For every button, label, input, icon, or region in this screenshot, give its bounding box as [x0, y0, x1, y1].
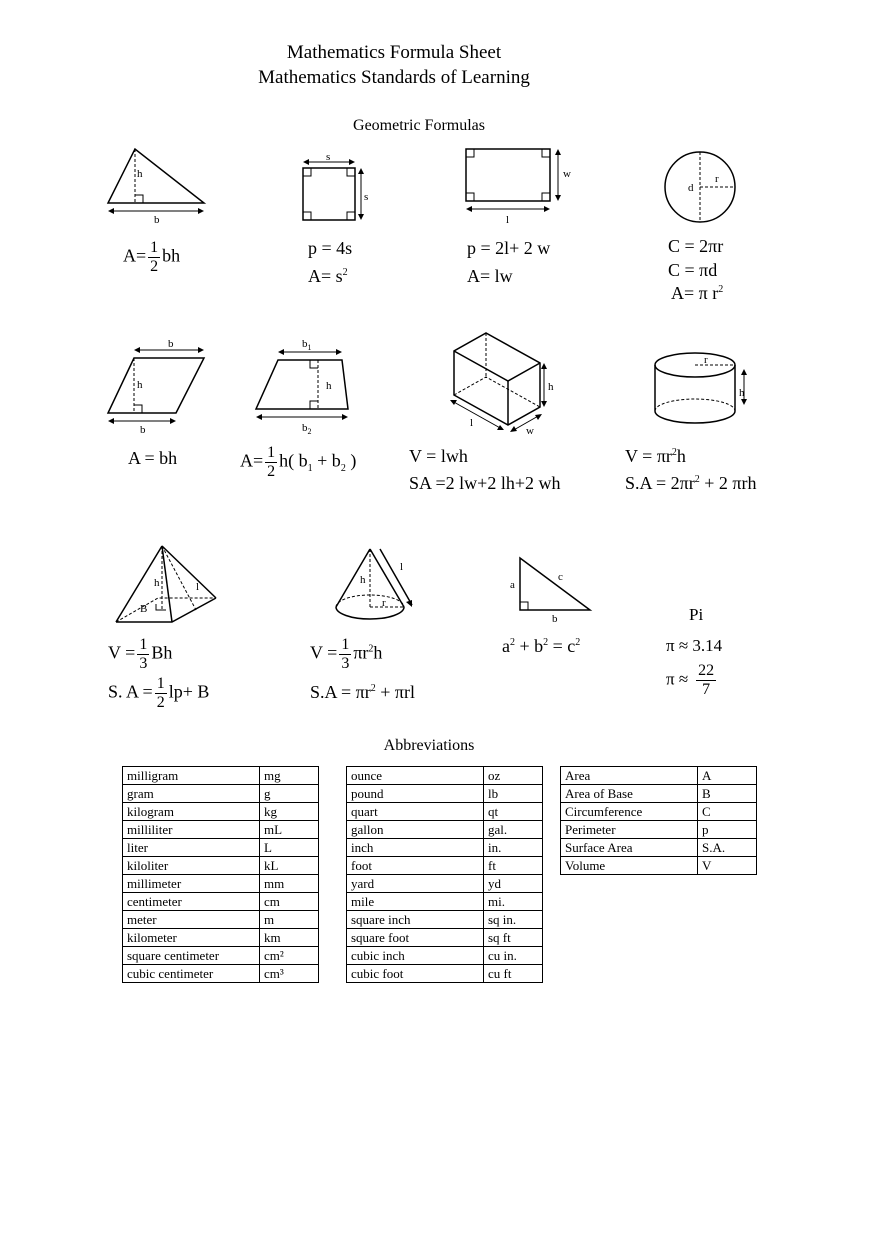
page-title: Mathematics Formula Sheet [286, 42, 502, 63]
abbreviation-cell: cm [260, 893, 319, 911]
customary-abbreviations-table [346, 766, 543, 983]
fraction-numerator: 1 [139, 636, 148, 653]
term-cell: square inch [347, 911, 484, 929]
formula-prefix: S. A = [108, 681, 153, 702]
abbreviation-cell: gal. [484, 821, 543, 839]
term-cell: square centimeter [123, 947, 260, 965]
abbreviation-cell: cu in. [484, 947, 543, 965]
table-row [123, 857, 319, 875]
circumference-formula-1: C = 2πr [668, 236, 724, 256]
cylinder-surface-area-formula [625, 473, 756, 494]
abbreviation-cell: S.A. [698, 839, 757, 857]
abbreviation-cell: ft [484, 857, 543, 875]
pi-approx-fraction [666, 663, 718, 698]
length-label: l [470, 417, 474, 429]
formula-prefix: V = [310, 642, 338, 663]
table-row [123, 803, 319, 821]
term-cell: Volume [561, 857, 698, 875]
term-cell: liter [123, 839, 260, 857]
formula-prefix: π ≈ [666, 669, 689, 689]
height-label: h [154, 577, 160, 589]
geometric-formulas-heading: Geometric Formulas [353, 117, 485, 134]
abbreviation-cell: kL [260, 857, 319, 875]
height-label: h [326, 380, 332, 392]
formula-prefix: A= [240, 450, 264, 471]
base-area-label: B [140, 603, 148, 615]
table-row [347, 785, 543, 803]
term-cell: gram [123, 785, 260, 803]
right-triangle-figure [500, 552, 600, 632]
exponent: 2 [575, 637, 581, 648]
square-figure [295, 150, 385, 230]
pyramid-figure [108, 540, 228, 630]
cylinder-figure [648, 345, 758, 435]
formula-suffix: lp+ B [168, 681, 210, 702]
table-row [123, 929, 319, 947]
formula-text: + b [515, 636, 544, 656]
formula-prefix: A= [123, 245, 147, 266]
abbreviation-cell: A [698, 767, 757, 785]
term-cell: inch [347, 839, 484, 857]
fraction-denominator: 3 [139, 655, 148, 672]
trapezoid-area-formula [240, 445, 356, 480]
cone-volume-formula [310, 637, 382, 672]
triangle-figure [100, 145, 220, 230]
table-row [123, 947, 319, 965]
table-row [347, 893, 543, 911]
table-row [347, 911, 543, 929]
table-row [347, 803, 543, 821]
table-row [347, 875, 543, 893]
triangle-area-formula [123, 240, 180, 275]
term-cell: cubic centimeter [123, 965, 260, 983]
term-cell: centimeter [123, 893, 260, 911]
abbreviation-cell: yd [484, 875, 543, 893]
term-cell: millimeter [123, 875, 260, 893]
abbreviation-cell: km [260, 929, 319, 947]
term-cell: mile [347, 893, 484, 911]
abbreviations-heading: Abbreviations [383, 737, 475, 754]
radius-label: r [382, 597, 386, 609]
exponent: 2 [368, 643, 374, 655]
table-row [561, 785, 757, 803]
abbreviation-cell: L [260, 839, 319, 857]
formula-prefix: V = [108, 642, 136, 663]
exponent: 2 [342, 267, 348, 278]
table-row [347, 767, 543, 785]
square-area-formula [308, 266, 348, 287]
circle-figure [660, 148, 740, 228]
height-label: h [137, 168, 143, 180]
table-row [347, 929, 543, 947]
abbreviation-cell: B [698, 785, 757, 803]
fraction-denominator: 7 [702, 681, 711, 698]
abbreviation-cell: mi. [484, 893, 543, 911]
radius-label: r [704, 354, 708, 366]
slant-label: l [196, 581, 200, 593]
abbreviation-cell: m [260, 911, 319, 929]
formula-part: πr [353, 642, 369, 663]
formula-part: + b [312, 450, 341, 471]
abbreviation-cell: cm³ [260, 965, 319, 983]
abbreviation-cell: oz [484, 767, 543, 785]
term-cell: square foot [347, 929, 484, 947]
table-row [123, 911, 319, 929]
prism-surface-area-formula: SA =2 lw+2 lh+2 wh [409, 473, 561, 493]
square-perimeter-formula: p = 4s [308, 238, 353, 258]
pi-approx-decimal: π ≈ 3.14 [666, 636, 723, 655]
length-label: l [506, 214, 510, 226]
term-cell: cubic inch [347, 947, 484, 965]
abbreviation-cell: cu ft [484, 965, 543, 983]
pyramid-surface-area-formula [108, 676, 209, 711]
table-row [561, 803, 757, 821]
formula-text: S.A = πr [310, 682, 371, 702]
abbreviation-cell: in. [484, 839, 543, 857]
base-1-label [302, 338, 312, 352]
parallelogram-figure [100, 336, 220, 436]
height-label: h [360, 574, 366, 586]
diameter-label: d [688, 182, 694, 194]
formula-suffix: Bh [151, 642, 173, 663]
exponent: 2 [671, 447, 677, 458]
term-cell: Circumference [561, 803, 698, 821]
table-row [123, 893, 319, 911]
subscript: 2 [340, 463, 346, 475]
fraction-denominator: 2 [150, 258, 159, 275]
height-label: h [548, 381, 554, 393]
fraction-numerator: 1 [150, 239, 159, 256]
abbreviation-cell: cm² [260, 947, 319, 965]
fraction-denominator: 2 [156, 694, 165, 711]
formula-suffix: bh [162, 245, 181, 266]
fraction-numerator: 1 [267, 444, 276, 461]
term-cell: gallon [347, 821, 484, 839]
abbreviation-cell: p [698, 821, 757, 839]
pi-heading: Pi [689, 605, 704, 624]
circle-area-formula [671, 283, 723, 304]
table-row [561, 821, 757, 839]
formula-part: h [373, 642, 383, 663]
term-cell: pound [347, 785, 484, 803]
formula-text: h [676, 446, 686, 466]
pyramid-volume-formula [108, 637, 172, 672]
formula-text: A= s [308, 266, 343, 286]
abbreviation-cell: C [698, 803, 757, 821]
cone-surface-area-formula [310, 682, 415, 703]
term-cell: yard [347, 875, 484, 893]
exponent: 2 [718, 284, 724, 295]
term-cell: cubic foot [347, 965, 484, 983]
subscript: 2 [307, 427, 312, 436]
trapezoid-figure [248, 336, 368, 436]
table-row [123, 965, 319, 983]
top-base-label: b [168, 338, 174, 350]
fraction-denominator: 3 [341, 655, 350, 672]
table-row [123, 839, 319, 857]
rectangular-prism-figure [440, 325, 570, 437]
radius-label: r [715, 173, 719, 185]
table-row [123, 875, 319, 893]
circumference-formula-2: C = πd [668, 260, 718, 280]
hypotenuse-c-label: c [558, 571, 563, 583]
prism-volume-formula: V = lwh [409, 446, 468, 466]
term-cell: quart [347, 803, 484, 821]
term-cell: ounce [347, 767, 484, 785]
formula-text: S.A = 2πr [625, 473, 695, 493]
term-cell: milliliter [123, 821, 260, 839]
table-row [347, 947, 543, 965]
cone-figure [330, 545, 440, 645]
abbreviation-cell: g [260, 785, 319, 803]
table-row [123, 785, 319, 803]
formula-text: + 2 πrh [699, 473, 757, 493]
fraction-numerator: 1 [156, 675, 165, 692]
abbreviation-cell: kg [260, 803, 319, 821]
base-label: b [154, 214, 160, 226]
exponent: 2 [694, 474, 700, 485]
formula-text: + πrl [375, 682, 415, 702]
abbreviation-cell: sq ft [484, 929, 543, 947]
leg-b-label: b [552, 613, 558, 625]
formula-text: a [502, 636, 510, 656]
bottom-base-label: b [140, 424, 146, 436]
base-letter: b [302, 422, 308, 434]
term-cell: Area of Base [561, 785, 698, 803]
table-row [561, 839, 757, 857]
fraction-denominator: 2 [267, 463, 276, 480]
subscript: 1 [307, 463, 313, 475]
table-row [347, 821, 543, 839]
parallelogram-area-formula: A = bh [128, 448, 178, 468]
base-2-label [302, 422, 312, 436]
abbreviation-cell: mg [260, 767, 319, 785]
rectangle-perimeter-formula: p = 2l+ 2 w [467, 238, 551, 258]
term-cell: kilogram [123, 803, 260, 821]
term-cell: Perimeter [561, 821, 698, 839]
base-letter: b [302, 338, 308, 350]
abbreviation-cell: lb [484, 785, 543, 803]
page-subtitle: Mathematics Standards of Learning [258, 67, 530, 88]
width-label: w [563, 168, 571, 180]
term-cell: meter [123, 911, 260, 929]
abbreviation-cell: mm [260, 875, 319, 893]
table-row [561, 857, 757, 875]
rectangle-figure [460, 145, 580, 230]
exponent: 2 [510, 637, 515, 648]
term-cell: kiloliter [123, 857, 260, 875]
width-label: w [526, 425, 534, 437]
formula-text: = c [548, 636, 576, 656]
formula-part: ) [345, 450, 357, 471]
formula-text: V = πr [625, 446, 672, 466]
table-row [123, 767, 319, 785]
height-label: h [137, 379, 143, 391]
height-label: h [739, 387, 745, 399]
term-cell: Area [561, 767, 698, 785]
term-cell: kilometer [123, 929, 260, 947]
side-label-right: s [364, 191, 369, 203]
slant-label: l [400, 561, 404, 573]
formula-part: h( b [279, 450, 308, 471]
exponent: 2 [543, 637, 549, 648]
abbreviation-cell: mL [260, 821, 319, 839]
abbreviation-cell: qt [484, 803, 543, 821]
leg-a-label: a [510, 579, 515, 591]
table-row [123, 821, 319, 839]
term-cell: Surface Area [561, 839, 698, 857]
table-row [347, 857, 543, 875]
metric-abbreviations-table [122, 766, 319, 983]
cylinder-volume-formula [625, 446, 686, 467]
table-row [347, 839, 543, 857]
pythagorean-formula [502, 636, 580, 657]
subscript: 1 [307, 343, 312, 352]
term-cell: foot [347, 857, 484, 875]
term-cell: milligram [123, 767, 260, 785]
table-row [347, 965, 543, 983]
formula-text: A= π r [671, 283, 719, 303]
fraction-numerator: 22 [698, 662, 715, 679]
abbreviation-cell: sq in. [484, 911, 543, 929]
rectangle-area-formula: A= lw [467, 266, 513, 286]
abbreviation-cell: V [698, 857, 757, 875]
side-label-top: s [326, 151, 331, 163]
terms-abbreviations-table [560, 766, 757, 875]
exponent: 2 [370, 683, 376, 694]
table-row [561, 767, 757, 785]
fraction-numerator: 1 [341, 636, 350, 653]
